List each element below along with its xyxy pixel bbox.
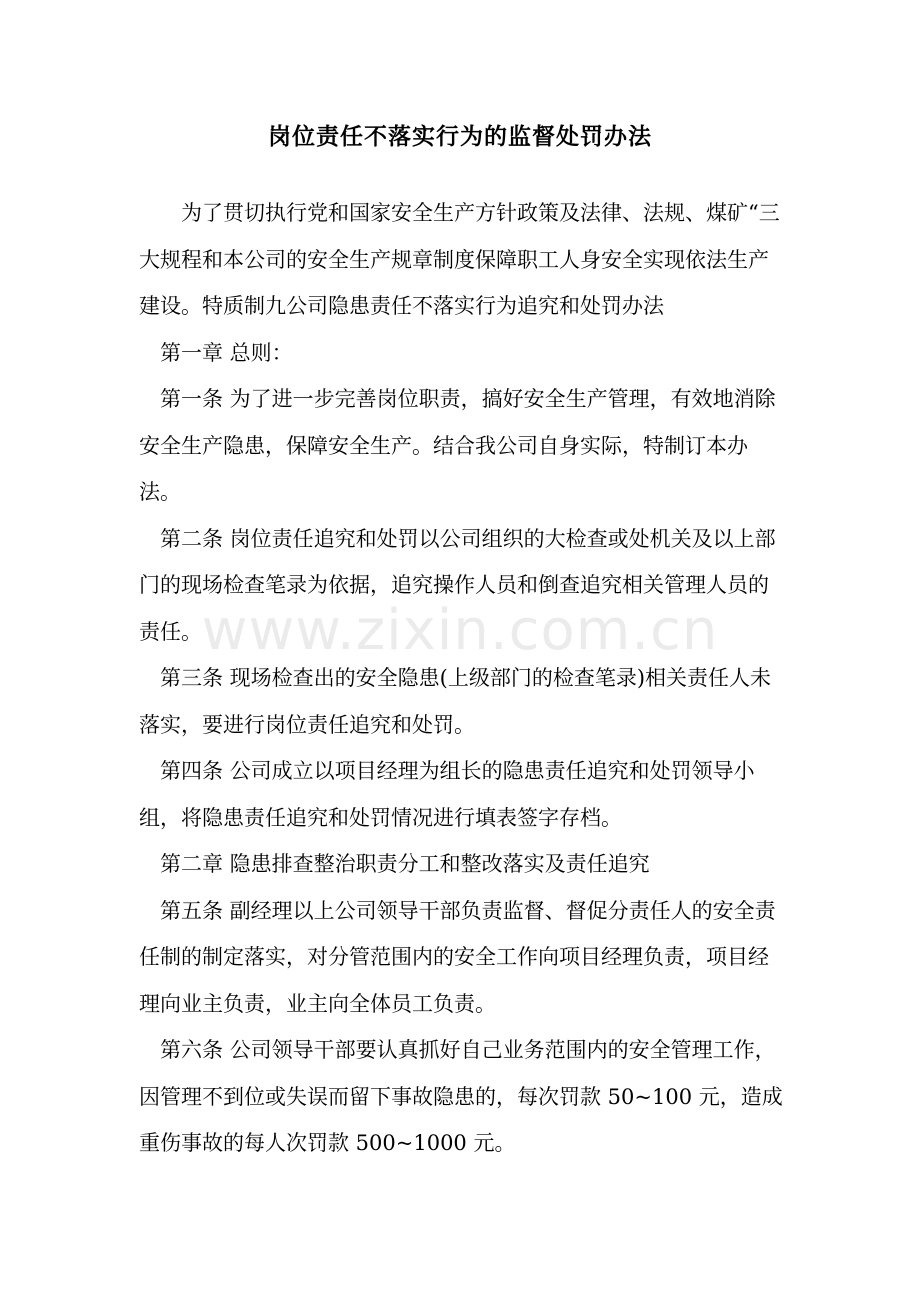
chapter-1-heading: 第一章 总则： [160,340,293,365]
article-6: 第六条 公司领导干部要认真抓好自己业务范围内的安全管理工作，因管理不到位或失误而留下事故隐患的，每次罚款 50~100 元，造成重伤事故的每人次罚款 500~1000 元。 [139,1038,783,1155]
watermark: www.zixin.com.cn [201,598,719,663]
document-title: 岗位责任不落实行为的监督处罚办法 [268,123,652,150]
chapter-2-heading: 第二章 隐患排查整治职责分工和整改落实及责任追究 [160,852,650,876]
document-body [139,190,789,1167]
article-4: 第四条 公司成立以项目经理为组长的隐患责任追究和处罚领导小组，将隐患责任追究和处罚情况进行填表签字存档。 [139,759,755,830]
article-1: 第一条 为了进一步完善岗位职责，搞好安全生产管理，有效地消除安全生产隐患，保障安全生产。结合我公司自身实际，特制订本办法。 [139,387,776,504]
article-5: 第五条 副经理以上公司领导干部负责监督、督促分责任人的安全责任制的制定落实，对分管范围内的安全工作向项目经理负责，项目经理向业主负责，业主向全体员工负责。 [139,898,776,1016]
article-2: 第二条 岗位责任追究和处罚以公司组织的大检查或处机关及以上部门的现场检查笔录为依据，追究操作人员和倒查追究相关管理人员的责任。 [139,526,776,644]
article-3: 第三条 现场检查出的安全隐患(上级部门的检查笔录)相关责任人未落实，要进行岗位责任追究和处罚。 [139,666,772,737]
intro-paragraph: 为了贯切执行党和国家安全生产方针政策及法律、法规、煤矿“三大规程和本公司的安全生产规章制度保障职工人身安全实现依法生产建设。特质制九公司隐患责任不落实行为追究和处罚办法 [139,201,780,318]
